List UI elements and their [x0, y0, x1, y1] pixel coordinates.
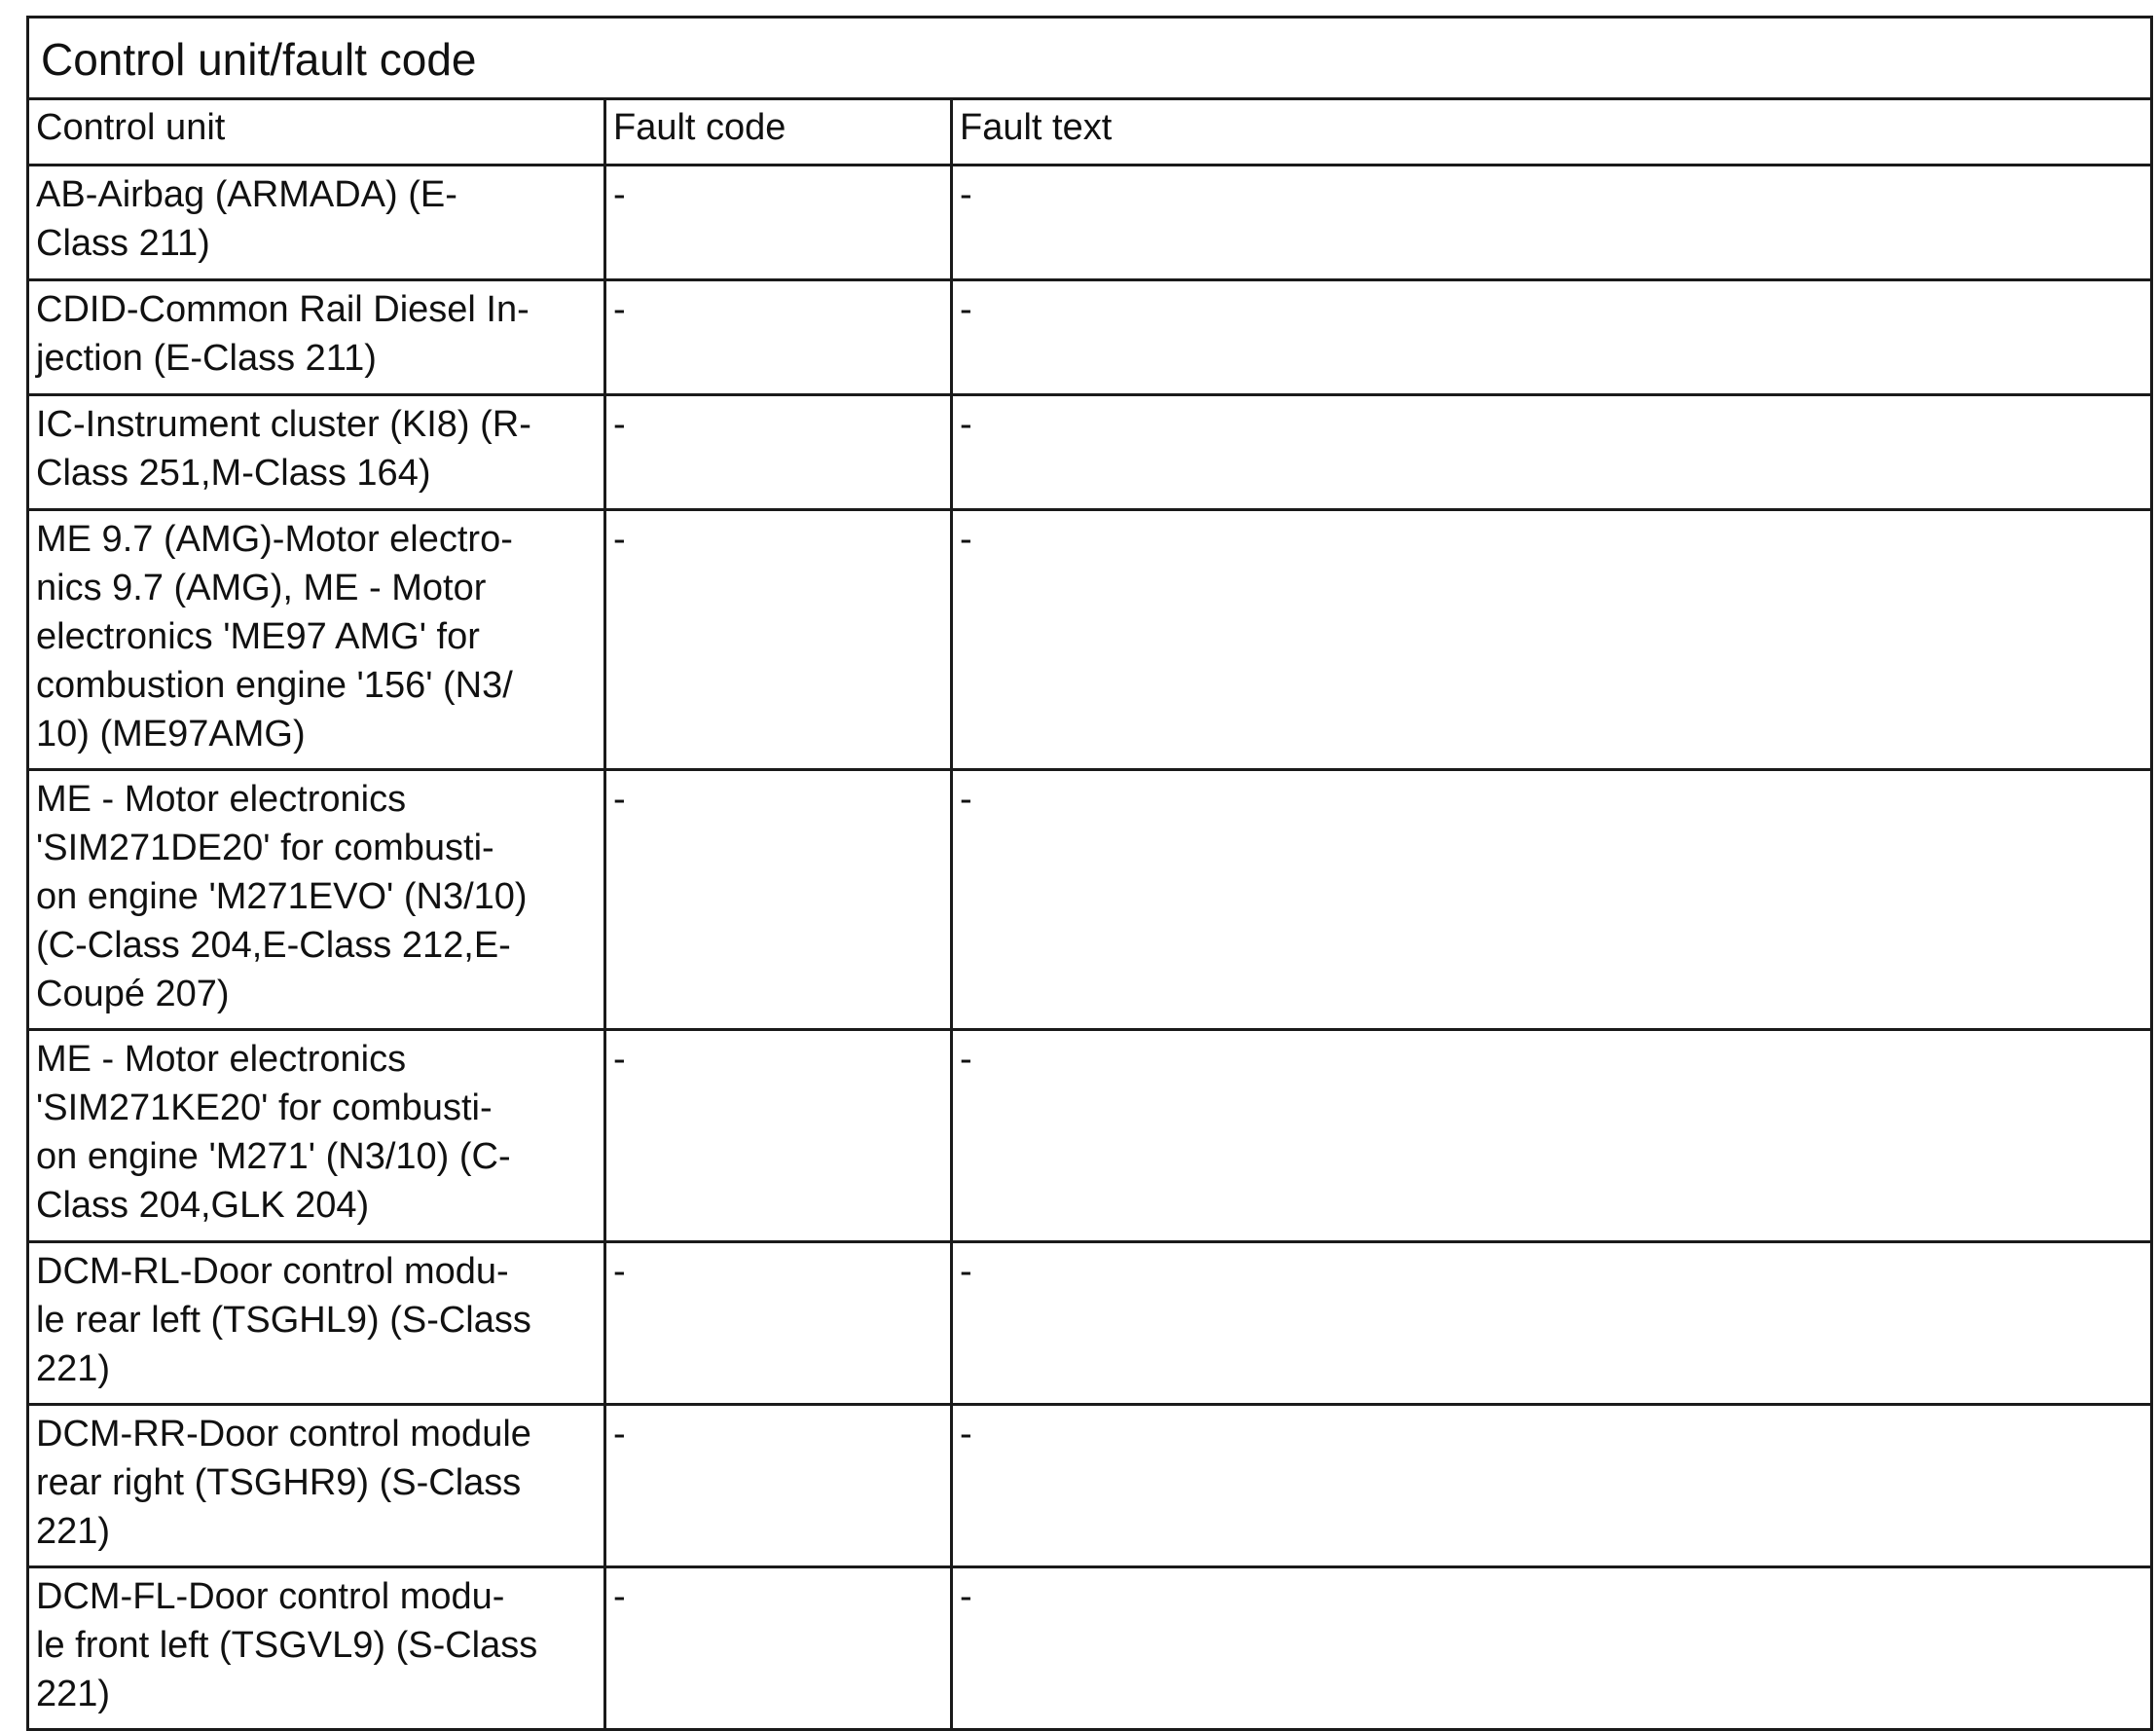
- table-row: [28, 510, 2152, 770]
- cell-control-unit: IC-Instrument cluster (KI8) (R- Class 251,M-Class 164): [28, 395, 605, 510]
- table-row: [28, 1567, 2152, 1730]
- cell-fault-text: -: [952, 280, 2152, 395]
- cell-control-unit: CDID-Common Rail Diesel In- jection (E-Class 211): [28, 280, 605, 395]
- table-row: [28, 1405, 2152, 1567]
- column-header-fault-text: Fault text: [952, 99, 2152, 166]
- table-row: [28, 1030, 2152, 1242]
- column-header-fault-code: Fault code: [605, 99, 952, 166]
- cell-fault-text: -: [952, 1405, 2152, 1567]
- cell-fault-code: -: [605, 166, 952, 280]
- cell-fault-code: -: [605, 1030, 952, 1242]
- cell-fault-text: -: [952, 510, 2152, 770]
- cell-fault-text: -: [952, 1030, 2152, 1242]
- table-row: [28, 395, 2152, 510]
- cell-control-unit: DCM-FL-Door control modu- le front left (TSGVL9) (S-Class 221): [28, 1567, 605, 1730]
- table-row: [28, 770, 2152, 1030]
- table-row: [28, 280, 2152, 395]
- cell-control-unit: ME - Motor electronics 'SIM271KE20' for combusti- on engine 'M271' (N3/10) (C- Class 204,GLK 204): [28, 1030, 605, 1242]
- cell-control-unit: ME - Motor electronics 'SIM271DE20' for combusti- on engine 'M271EVO' (N3/10) (C-Class 204,E-Class 212,E- Coupé 207): [28, 770, 605, 1030]
- cell-fault-code: -: [605, 395, 952, 510]
- column-header-row: [28, 99, 2152, 166]
- cell-fault-code: -: [605, 280, 952, 395]
- cell-fault-code: -: [605, 1242, 952, 1405]
- cell-fault-text: -: [952, 1567, 2152, 1730]
- cell-control-unit: AB-Airbag (ARMADA) (E- Class 211): [28, 166, 605, 280]
- cell-fault-code: -: [605, 510, 952, 770]
- cell-fault-code: -: [605, 1567, 952, 1730]
- cell-fault-text: -: [952, 1242, 2152, 1405]
- cell-fault-code: -: [605, 1405, 952, 1567]
- cell-fault-text: -: [952, 395, 2152, 510]
- cell-fault-text: -: [952, 166, 2152, 280]
- cell-control-unit: ME 9.7 (AMG)-Motor electro- nics 9.7 (AMG), ME - Motor electronics 'ME97 AMG' for combustion engine '156' (N3/ 10) (ME97AMG): [28, 510, 605, 770]
- column-header-control-unit: Control unit: [28, 99, 605, 166]
- table-row: [28, 1242, 2152, 1405]
- table-title-row: [28, 18, 2152, 99]
- cell-control-unit: DCM-RR-Door control module rear right (TSGHR9) (S-Class 221): [28, 1405, 605, 1567]
- cell-fault-text: -: [952, 770, 2152, 1030]
- table-row: [28, 166, 2152, 280]
- table-title: Control unit/fault code: [28, 18, 2152, 99]
- cell-control-unit: DCM-RL-Door control modu- le rear left (TSGHL9) (S-Class 221): [28, 1242, 605, 1405]
- fault-code-table: [26, 16, 2153, 1731]
- cell-fault-code: -: [605, 770, 952, 1030]
